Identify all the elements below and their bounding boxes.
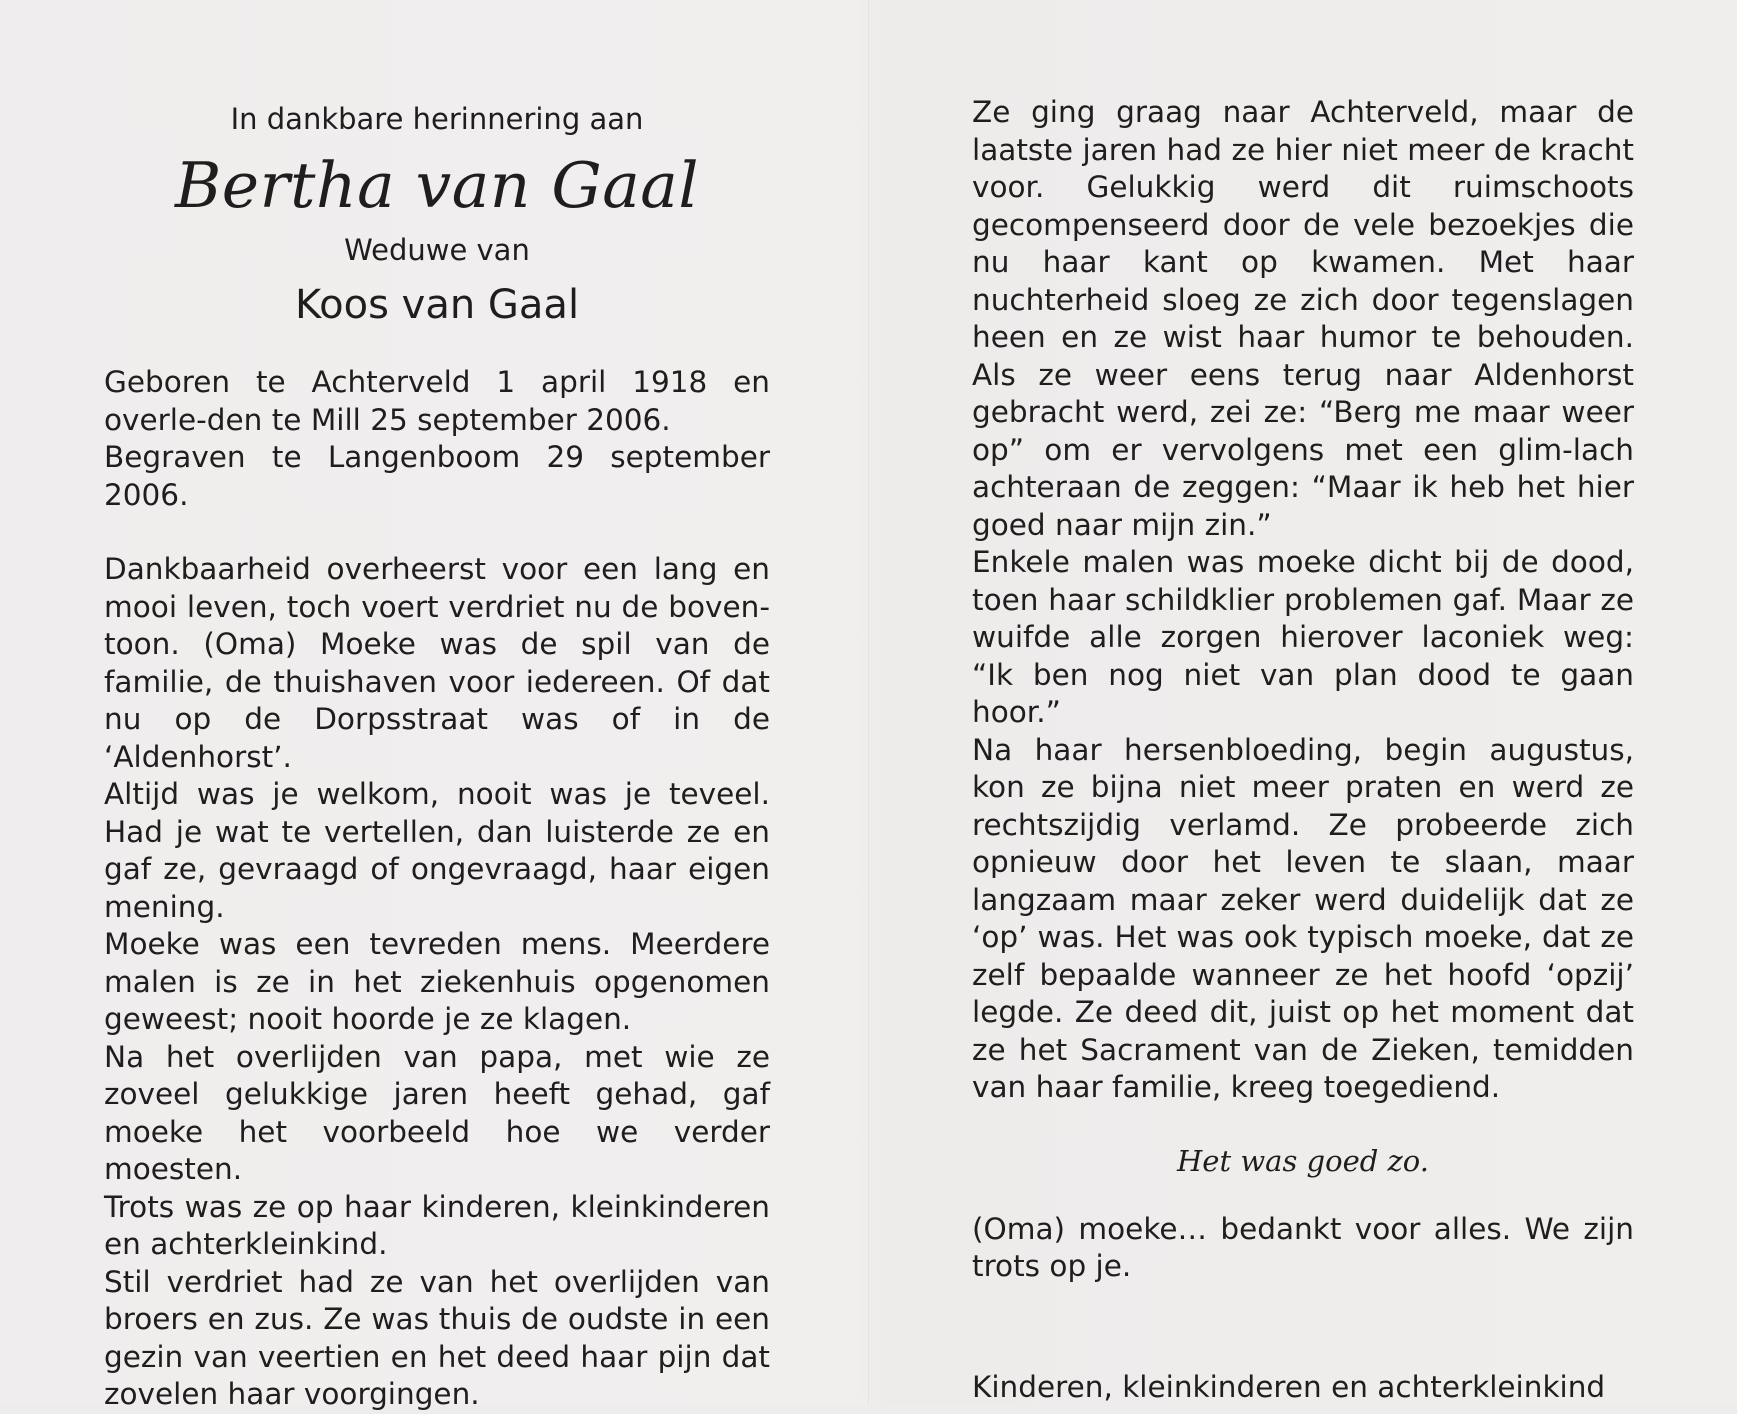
paragraph: Altijd was je welkom, nooit was je teveel. Had je wat te vertellen, dan luisterde ze en gaf ze, gevraagd of ongevraagd, haar eigen mening.	[104, 777, 770, 924]
deceased-name: Bertha van Gaal	[174, 149, 700, 222]
paragraph: Enkele malen was moeke dicht bij de dood, toen haar schildklier problemen gaf. Maar ze wuifde alle zorgen hierover laconiek weg: “Ik ben nog niet van plan dood te gaan hoor.”	[972, 545, 1634, 729]
left-body-text	[104, 551, 770, 1414]
paragraph: Dankbaarheid overheerst voor een lang en mooi leven, toch voert verdriet nu de boven-toon. (Oma) Moeke was de spil van de familie, de thuishaven voor iedereen. Of dat nu op de Dorpsstraat was of in de ‘Aldenhorst’.	[104, 552, 770, 774]
widow-label: Weduwe van	[344, 233, 530, 267]
thanks-text: (Oma) moeke… bedankt voor alles. We zijn trots op je.	[972, 1211, 1634, 1283]
paragraph: Stil verdriet had ze van het overlijden van broers en zus. Ze was thuis de oudste in een gezin van veertien en het deed haar pijn dat zovelen haar voorgingen.	[104, 1264, 770, 1411]
birth-death-text: Geboren te Achterveld 1 april 1918 en overle-den te Mill 25 september 2006.	[104, 365, 770, 437]
paragraph: Moeke was een tevreden mens. Meerdere malen is ze in het ziekenhuis opgenomen geweest; nooit hoorde je ze klagen.	[104, 927, 770, 1036]
right-page	[972, 94, 1634, 1406]
burial-text: Begraven te Langenboom 29 september 2006.	[104, 440, 770, 512]
left-page	[104, 94, 770, 1414]
card-fold-line	[868, 0, 869, 1405]
paragraph: Ze ging graag naar Achterveld, maar de laatste jaren had ze hier niet meer de kracht voor. Gelukkig werd dit ruimschoots gecompenseerd door de vele bezoekjes die nu haar kant op kwamen. Met haar nuchterheid sloeg ze zich door tegenslagen heen en ze wist haar humor te behouden. Als ze weer eens terug naar Aldenhorst gebracht werd, zei ze: “Berg me maar weer op” om er vervolgens met een glim-lach achteraan de zeggen: “Maar ik heb het hier goed naar mijn zin.”	[972, 95, 1634, 542]
paragraph: Na haar hersenbloeding, begin augustus, kon ze bijna niet meer praten en werd ze rechtszijdig verlamd. Ze probeerde zich opnieuw door het leven te slaan, maar langzaam maar zeker werd duidelijk dat ze ‘op’ was. Het was ook typisch moeke, dat ze zelf bepaalde wanneer ze het hoofd ‘opzij’ legde. Ze deed dit, juist op het moment dat ze het Sacrament van de Zieken, temidden van haar familie, kreeg toegediend.	[972, 732, 1634, 1104]
signature: Kinderen, kleinkinderen en achterkleinkind	[972, 1369, 1606, 1404]
intro-line: In dankbare herinnering aan	[230, 102, 644, 136]
paragraph: Na het overlijden van papa, met wie ze zoveel gelukkige jaren heeft gehad, gaf moeke het voorbeeld hoe we verder moesten.	[104, 1039, 770, 1186]
paragraph: Trots was ze op haar kinderen, kleinkinderen en achterkleinkind.	[104, 1189, 770, 1261]
dates-block	[104, 364, 770, 514]
closing-line: Het was goed zo.	[1177, 1143, 1429, 1178]
right-body-text	[972, 94, 1634, 1107]
spouse-name: Koos van Gaal	[294, 282, 580, 328]
